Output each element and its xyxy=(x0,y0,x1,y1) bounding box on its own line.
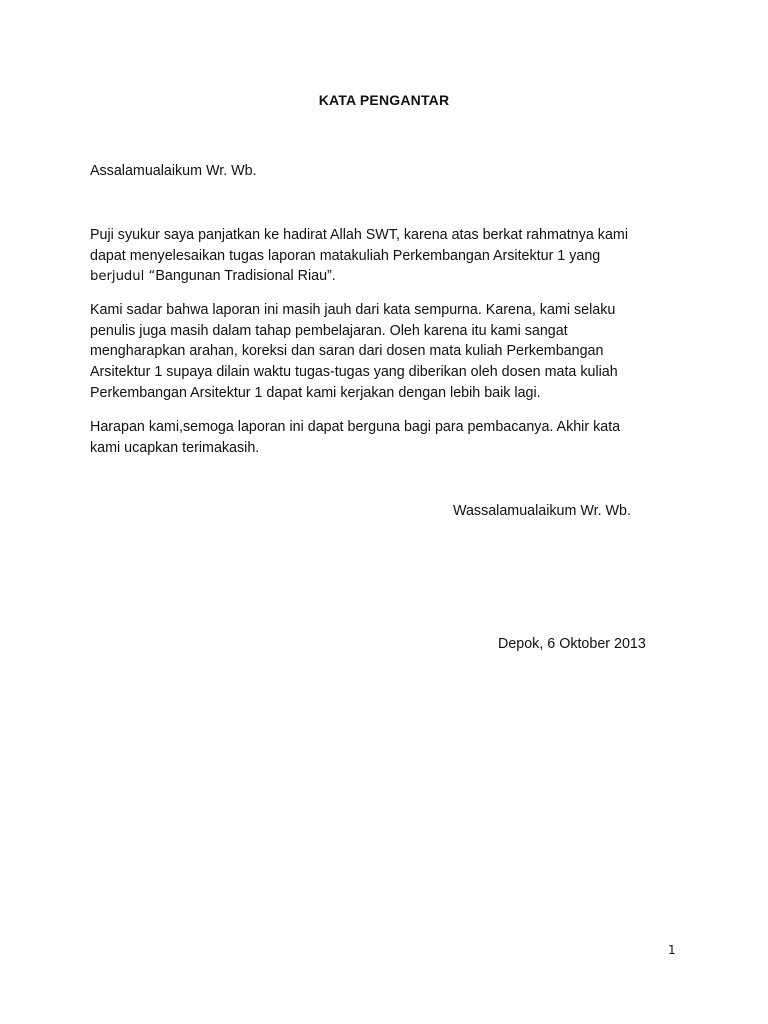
paragraph-line: penulis juga masih dalam tahap pembelajaran. Oleh karena itu kami sangat xyxy=(90,322,568,339)
paragraph-line: Harapan kami,semoga laporan ini dapat berguna bagi para pembacanya. Akhir kata xyxy=(90,419,621,435)
paragraph-line: Arsitektur 1 supaya dilain waktu tugas-tugas yang diberikan oleh dosen mata kuliah xyxy=(90,364,618,381)
paragraph-line: Puji syukur saya panjatkan ke hadirat Allah SWT, karena atas berkat rahmatnya kami xyxy=(90,227,628,243)
page-number: 1 xyxy=(668,943,676,957)
paragraph-line-prefix: berjudul “ xyxy=(90,269,156,285)
report-title-reference: Bangunan Tradisional Riau”. xyxy=(155,268,336,285)
paragraph-gratitude xyxy=(90,225,690,288)
paragraph-line: Kami sadar bahwa laporan ini masih jauh dari kata sempurna. Karena, kami selaku xyxy=(90,302,616,318)
closing-salutation: Wassalamualaikum Wr. Wb. xyxy=(453,503,631,519)
paragraph-hope xyxy=(90,417,690,458)
paragraph-acknowledgement xyxy=(90,300,690,404)
place-date: Depok, 6 Oktober 2013 xyxy=(498,636,646,652)
paragraph-line: mengharapkan arahan, koreksi dan saran dari dosen mata kuliah Perkembangan xyxy=(90,343,604,360)
greeting-text: Assalamualaikum Wr. Wb. xyxy=(90,163,257,179)
paragraph-line: dapat menyelesaikan tugas laporan matakuliah Perkembangan Arsitektur 1 yang xyxy=(90,247,601,264)
page-title: KATA PENGANTAR xyxy=(318,92,450,108)
paragraph-line: Perkembangan Arsitektur 1 dapat kami kerjakan dengan lebih baik lagi. xyxy=(90,384,541,401)
paragraph-line: kami ucapkan terimakasih. xyxy=(90,439,260,456)
paragraph-line xyxy=(90,266,690,288)
